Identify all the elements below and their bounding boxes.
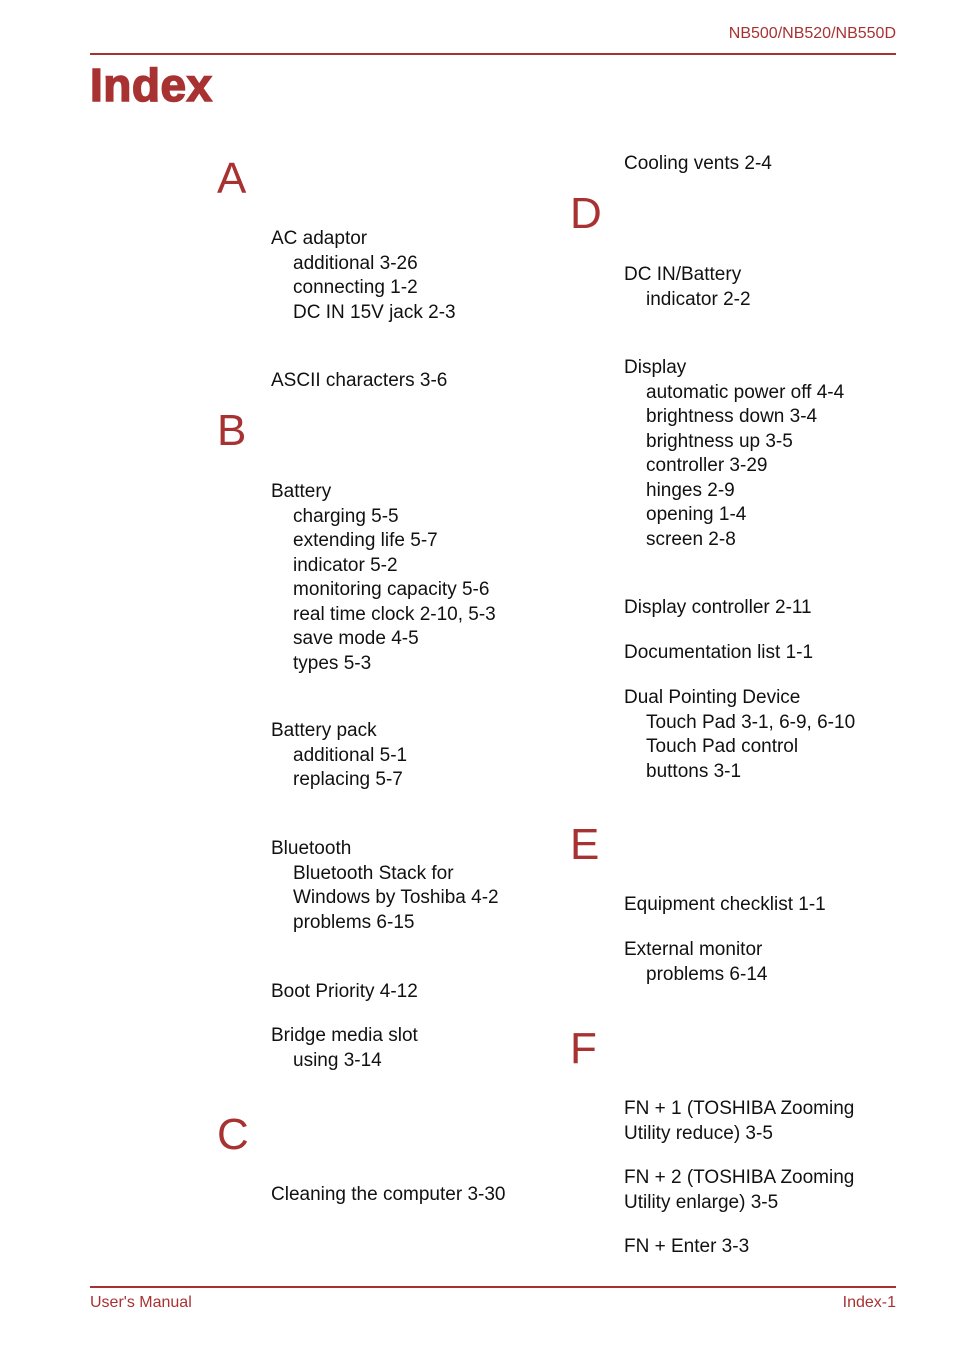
- entry-sub: problems 6-14: [646, 963, 768, 985]
- index-entry: [624, 641, 813, 666]
- entry-sub: Touch Pad control: [646, 736, 799, 757]
- entry-sub: Touch Pad 3-1, 6-9, 6-10: [646, 711, 856, 733]
- entry-sub: Bluetooth Stack for: [293, 862, 454, 884]
- entry-main: Cleaning the computer 3-30: [271, 1184, 506, 1205]
- index-letter-c: C: [217, 1110, 249, 1159]
- entry-main: Boot Priority 4-12: [271, 981, 418, 1002]
- index-entry: [271, 1024, 418, 1073]
- entry-main: FN + 2 (TOSHIBA Zooming: [624, 1167, 855, 1188]
- entry-main: Display controller 2-11: [624, 597, 812, 618]
- entry-main: Dual Pointing Device: [624, 687, 801, 708]
- entry-main: Bridge media slot: [271, 1025, 418, 1046]
- entry-main: Battery: [271, 481, 332, 502]
- entry-sub: controller 3-29: [646, 455, 768, 476]
- entry-sub: brightness up 3-5: [646, 430, 793, 452]
- entry-sub: brightness down 3-4: [646, 406, 818, 427]
- entry-sub: connecting 1-2: [293, 277, 418, 298]
- index-entry: [624, 938, 767, 987]
- entry-sub: screen 2-8: [646, 528, 736, 550]
- index-entry: [271, 480, 496, 676]
- index-entry: [624, 263, 751, 312]
- index-entry: [271, 369, 447, 394]
- page-title: Index: [90, 59, 213, 111]
- entry-sub: real time clock 2-10, 5-3: [293, 603, 496, 625]
- index-letter-d: D: [570, 189, 602, 238]
- entry-main: Equipment checklist 1-1: [624, 894, 826, 915]
- entry-sub: indicator 5-2: [293, 554, 398, 576]
- entry-main: FN + 1 (TOSHIBA Zooming: [624, 1098, 855, 1119]
- entry-sub: DC IN 15V jack 2-3: [293, 301, 456, 323]
- entry-sub: save mode 4-5: [293, 628, 419, 649]
- index-entry: [624, 356, 844, 552]
- index-entry: [624, 1166, 854, 1215]
- index-entry: [271, 227, 456, 325]
- index-entry: [624, 686, 855, 784]
- entry-main: Display: [624, 357, 687, 378]
- entry-sub: additional 3-26: [293, 252, 418, 274]
- entry-sub: buttons 3-1: [646, 760, 742, 782]
- index-entry: [271, 1183, 505, 1208]
- entry-sub: monitoring capacity 5-6: [293, 579, 490, 600]
- entry-sub: charging 5-5: [293, 505, 399, 527]
- entry-sub: Windows by Toshiba 4-2: [293, 887, 499, 908]
- entry-sub: replacing 5-7: [293, 769, 403, 790]
- entry-main: Bluetooth: [271, 838, 352, 859]
- index-entry: [624, 1097, 854, 1146]
- entry-sub: hinges 2-9: [646, 479, 735, 501]
- index-letter-a: A: [217, 154, 247, 203]
- entry-sub: problems 6-15: [293, 911, 415, 933]
- entry-main: Cooling vents 2-4: [624, 153, 772, 174]
- footer-manual-name: User's Manual: [90, 1294, 192, 1311]
- entry-main: Battery pack: [271, 720, 377, 741]
- footer-rule: [90, 1286, 896, 1288]
- entry-sub: extending life 5-7: [293, 530, 438, 551]
- model-name: NB500/NB520/NB550D: [728, 25, 896, 42]
- index-entry: [271, 980, 418, 1005]
- index-entry: [624, 893, 826, 918]
- entry-sub: automatic power off 4-4: [646, 381, 845, 403]
- entry-sub: indicator 2-2: [646, 288, 751, 310]
- entry-main: Documentation list 1-1: [624, 642, 814, 663]
- index-letter-e: E: [570, 820, 600, 869]
- index-entry: [271, 837, 499, 935]
- entry-main: FN + Enter 3-3: [624, 1236, 750, 1257]
- header-rule: [90, 53, 896, 55]
- entry-main: AC adaptor: [271, 228, 368, 249]
- index-entry: [624, 596, 812, 621]
- entry-sub: using 3-14: [293, 1049, 382, 1071]
- index-letter-f: F: [570, 1024, 597, 1073]
- entry-main: Utility reduce) 3-5: [624, 1122, 773, 1144]
- index-entry: [624, 152, 772, 177]
- index-letter-b: B: [217, 406, 247, 455]
- entry-main: ASCII characters 3-6: [271, 370, 448, 391]
- entry-main: DC IN/Battery: [624, 264, 742, 285]
- entry-sub: types 5-3: [293, 652, 372, 674]
- entry-sub: additional 5-1: [293, 744, 408, 766]
- entry-main: Utility enlarge) 3-5: [624, 1191, 779, 1213]
- index-entry: [271, 719, 407, 793]
- index-entry: [624, 1235, 749, 1260]
- footer-page-number: Index-1: [842, 1294, 896, 1311]
- entry-main: External monitor: [624, 939, 763, 960]
- entry-sub: opening 1-4: [646, 504, 747, 525]
